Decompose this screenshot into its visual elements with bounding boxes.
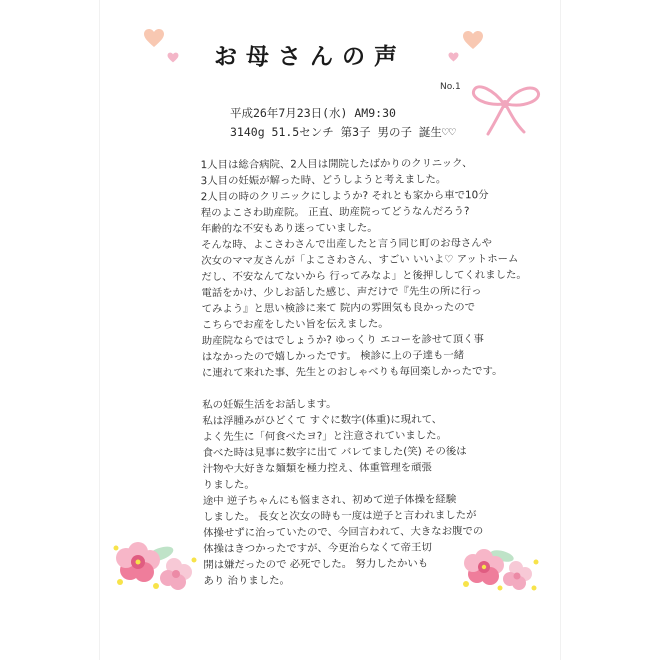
heart-icon (143, 28, 165, 48)
ribbon-loop-left (473, 87, 504, 104)
story-line: てみよう』と思い検診に来て 院内の雰囲気も良かったので (201, 301, 476, 316)
birth-date-time: 平成26年7月23日(水) AM9:30 (230, 106, 396, 120)
heart-shape (463, 31, 483, 49)
story-line: よく先生に「何食べたヨ?」と注意されていました。 (202, 429, 447, 444)
hibiscus-light (160, 558, 192, 590)
story-line: 私の妊娠生活をお話します。 (202, 398, 337, 412)
heart-shape (168, 53, 179, 63)
heart-icon (448, 52, 459, 62)
story-text (200, 155, 533, 589)
story-line: 体操はきつかったですが、今更治らなくて帝王切 (203, 541, 432, 556)
ribbon-loop-right (506, 88, 539, 105)
story-line: 体操せずに治っていたので、今回言われて、大きなお腹での (203, 525, 484, 540)
story-line: こちらでお産をしたい旨を伝えました。 (201, 317, 389, 332)
story-line: そんな時、よこさわさんで出産したと言う同じ町のお母さんや (201, 237, 493, 252)
story-line: 次女のママ友さんが「よこさわさん、すごい いいよ♡ アットホーム (201, 252, 519, 268)
story-line: 途中 逆子ちゃんにも悩まされ、初めて逆子体操を経験 (202, 493, 457, 508)
story-line: はなかったので嬉しかったです。 検診に上の子達も一緒 (201, 349, 465, 364)
ribbon-tail-left (488, 107, 503, 134)
story-line: 助産院ならではでしょうか? ゆっくり エコーを診せて頂く事 (201, 333, 484, 348)
heart-icon (462, 30, 484, 50)
story-line: あり 治りました。 (203, 574, 290, 588)
story-line: 電話をかけ、少しお話した感じ、声だけで『先生の所に行っ (201, 285, 482, 300)
hibiscus-flower-icon (458, 540, 542, 596)
page-title: お母さんの声 (214, 43, 406, 70)
story-line: しました。 長女と次女の時も一度は逆子と言われましたが (202, 509, 477, 524)
story-line: 年齢的な不安もあり迷っていました。 (200, 221, 378, 236)
story-line: 3人目の妊娠が解った時、どうしようと考えました。 (200, 173, 447, 188)
page-number: No.1 (440, 82, 461, 92)
story-line: 汁物や大好きな麺類を極力控え、体重管理を頑張 (202, 461, 432, 476)
story-line: 食べた時は見事に数字に出て バレてました(笑) その後は (202, 445, 467, 460)
story-line: 2人目の時のクリニックにしようか? それとも家から車で10分 (200, 189, 489, 204)
story-line: 程のよこさわ助産院。 正直、助産院ってどうなんだろう? (200, 205, 470, 220)
heart-shape (449, 53, 459, 62)
heart-shape (144, 29, 164, 47)
birth-details: 3140g 51.5センチ 第3子 男の子 誕生♡♡ (230, 125, 456, 139)
story-line: りました。 (202, 478, 255, 492)
heart-icon (167, 52, 179, 63)
birth-info (230, 104, 456, 142)
hibiscus-pink (116, 542, 160, 582)
hibiscus-flower-icon (108, 532, 204, 592)
story-line: 1人目は総合病院、2人目は開院したばかりのクリニック、 (200, 157, 473, 172)
ribbon-icon (468, 76, 544, 140)
ribbon-tail-right (507, 107, 524, 132)
story-line: に連れて来れた事、先生とのおしゃべりも毎回楽しかったです。 (201, 365, 503, 380)
story-line: だし、不安なんてないから 行ってみなよ」と後押ししてくれました。 (201, 268, 527, 284)
story-line: 開は嫌だったので 必死でした。 努力したかいも (203, 557, 429, 572)
hibiscus-light (503, 561, 532, 590)
story-line: 私は浮腫みがひどくて すぐに数字(体重)に現れて、 (202, 413, 443, 428)
